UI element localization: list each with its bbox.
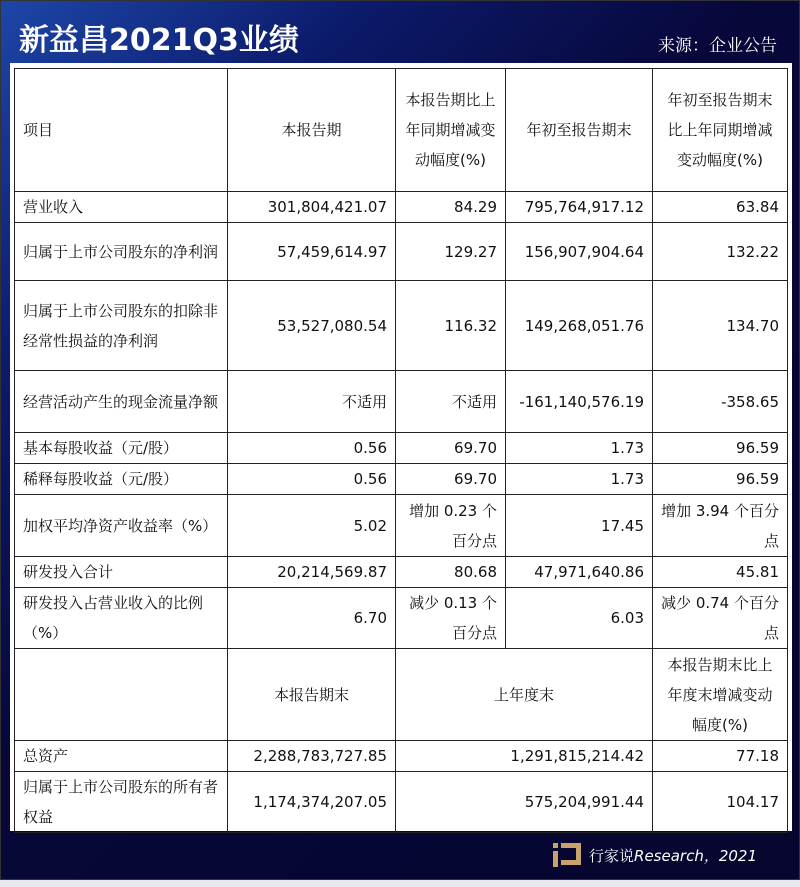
table-header-row-2	[15, 649, 788, 741]
table-header-row	[15, 69, 788, 192]
table-cell: 47,971,640.86	[506, 557, 653, 588]
column-header: 上年度末	[396, 649, 653, 741]
table-cell: 增加 3.94 个百分点	[653, 495, 788, 557]
row-label: 加权平均净资产收益率（%）	[15, 495, 228, 557]
table-cell: -358.65	[653, 371, 788, 433]
table-cell: 156,907,904.64	[506, 223, 653, 281]
table-row	[15, 223, 788, 281]
table-row	[15, 281, 788, 371]
table-row	[15, 772, 788, 833]
row-label: 营业收入	[15, 192, 228, 223]
table-cell: 6.70	[228, 588, 396, 649]
table-cell: 不适用	[228, 371, 396, 433]
table-row	[15, 192, 788, 223]
brand-logo-icon	[553, 843, 581, 867]
table-cell: 134.70	[653, 281, 788, 371]
table-cell: 84.29	[396, 192, 506, 223]
source-label: 来源：企业公告	[658, 36, 777, 56]
row-label: 研发投入合计	[15, 557, 228, 588]
table-row	[15, 464, 788, 495]
column-header: 年初至报告期末	[506, 69, 653, 192]
table-cell: 69.70	[396, 464, 506, 495]
column-header: 本报告期	[228, 69, 396, 192]
table-cell: 增加 0.23 个百分点	[396, 495, 506, 557]
table-cell: 116.32	[396, 281, 506, 371]
footer-credit	[553, 843, 757, 867]
row-label: 基本每股收益（元/股）	[15, 433, 228, 464]
table-cell: 6.03	[506, 588, 653, 649]
table-cell: 5.02	[228, 495, 396, 557]
table-row	[15, 433, 788, 464]
table-cell: 149,268,051.76	[506, 281, 653, 371]
row-label: 研发投入占营业收入的比例（%）	[15, 588, 228, 649]
table-cell: 96.59	[653, 464, 788, 495]
column-header: 本报告期末比上年度末增减变动幅度(%)	[653, 649, 788, 741]
table-cell: 77.18	[653, 741, 788, 772]
table-cell: -161,140,576.19	[506, 371, 653, 433]
column-header: 项目	[15, 69, 228, 192]
table-row	[15, 588, 788, 649]
table-cell: 0.56	[228, 433, 396, 464]
row-label: 总资产	[15, 741, 228, 772]
table-cell: 1,291,815,214.42	[396, 741, 653, 772]
row-label: 归属于上市公司股东的所有者权益	[15, 772, 228, 833]
column-header: 本报告期末	[228, 649, 396, 741]
row-label: 归属于上市公司股东的扣除非经常性损益的净利润	[15, 281, 228, 371]
row-label: 归属于上市公司股东的净利润	[15, 223, 228, 281]
table-cell: 0.56	[228, 464, 396, 495]
table-cell: 2,288,783,727.85	[228, 741, 396, 772]
table-cell: 不适用	[396, 371, 506, 433]
table-cell: 1.73	[506, 433, 653, 464]
table-cell: 575,204,991.44	[396, 772, 653, 833]
table-cell: 96.59	[653, 433, 788, 464]
table-cell: 69.70	[396, 433, 506, 464]
table-cell: 减少 0.13 个百分点	[396, 588, 506, 649]
column-header: 本报告期比上年同期增减变动幅度(%)	[396, 69, 506, 192]
financial-table	[14, 68, 788, 833]
footer-brand: 行家说	[589, 846, 635, 865]
table-cell: 129.27	[396, 223, 506, 281]
table-cell: 80.68	[396, 557, 506, 588]
table-row	[15, 741, 788, 772]
table-cell: 17.45	[506, 495, 653, 557]
table-cell: 57,459,614.97	[228, 223, 396, 281]
table-cell: 1.73	[506, 464, 653, 495]
table-cell: 301,804,421.07	[228, 192, 396, 223]
table-panel	[10, 63, 792, 831]
table-cell: 53,527,080.54	[228, 281, 396, 371]
table-cell: 63.84	[653, 192, 788, 223]
table-row	[15, 371, 788, 433]
page-title: 新益昌2021Q3业绩	[19, 23, 299, 58]
column-header: 年初至报告期末比上年同期增减变动幅度(%)	[653, 69, 788, 192]
column-header	[15, 649, 228, 741]
table-cell: 104.17	[653, 772, 788, 833]
table-row	[15, 557, 788, 588]
table-cell: 795,764,917.12	[506, 192, 653, 223]
table-cell: 132.22	[653, 223, 788, 281]
table-cell: 1,174,374,207.05	[228, 772, 396, 833]
row-label: 经营活动产生的现金流量净额	[15, 371, 228, 433]
table-cell: 20,214,569.87	[228, 557, 396, 588]
table-cell: 减少 0.74 个百分点	[653, 588, 788, 649]
row-label: 稀释每股收益（元/股）	[15, 464, 228, 495]
table-row	[15, 495, 788, 557]
table-cell: 45.81	[653, 557, 788, 588]
footer-research: Research，2021	[634, 846, 757, 865]
